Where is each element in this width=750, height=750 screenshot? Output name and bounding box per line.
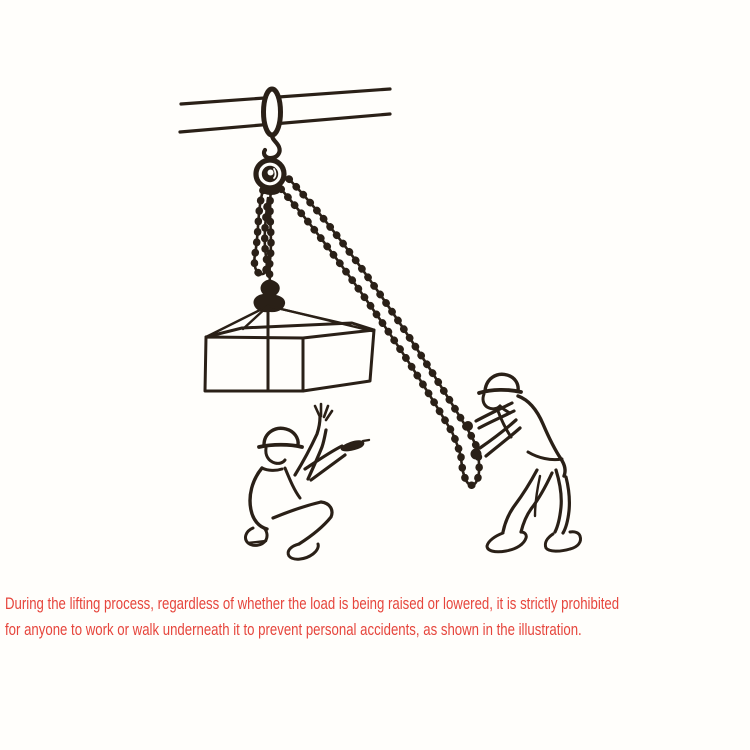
worker-pulling-chain <box>463 374 581 551</box>
hard-hat-icon <box>479 374 521 393</box>
pull-chain <box>281 179 479 485</box>
hard-hat-icon <box>259 428 302 447</box>
overhead-beam <box>180 89 390 132</box>
caption-line-1: During the lifting process, regardless of whether the load is being raised or lowered, it is strictly prohibited <box>5 595 620 613</box>
caption <box>5 591 750 643</box>
caption-line-2: for anyone to work or walk underneath it to prevent personal accidents, as shown in the illustration. <box>5 621 582 639</box>
load-box <box>205 323 374 391</box>
hoist-ring-and-hook <box>264 89 281 163</box>
load-chain <box>270 190 271 287</box>
sling-ropes <box>208 306 372 391</box>
hand-chain-slack <box>254 190 268 274</box>
worker-under-load <box>246 404 369 559</box>
